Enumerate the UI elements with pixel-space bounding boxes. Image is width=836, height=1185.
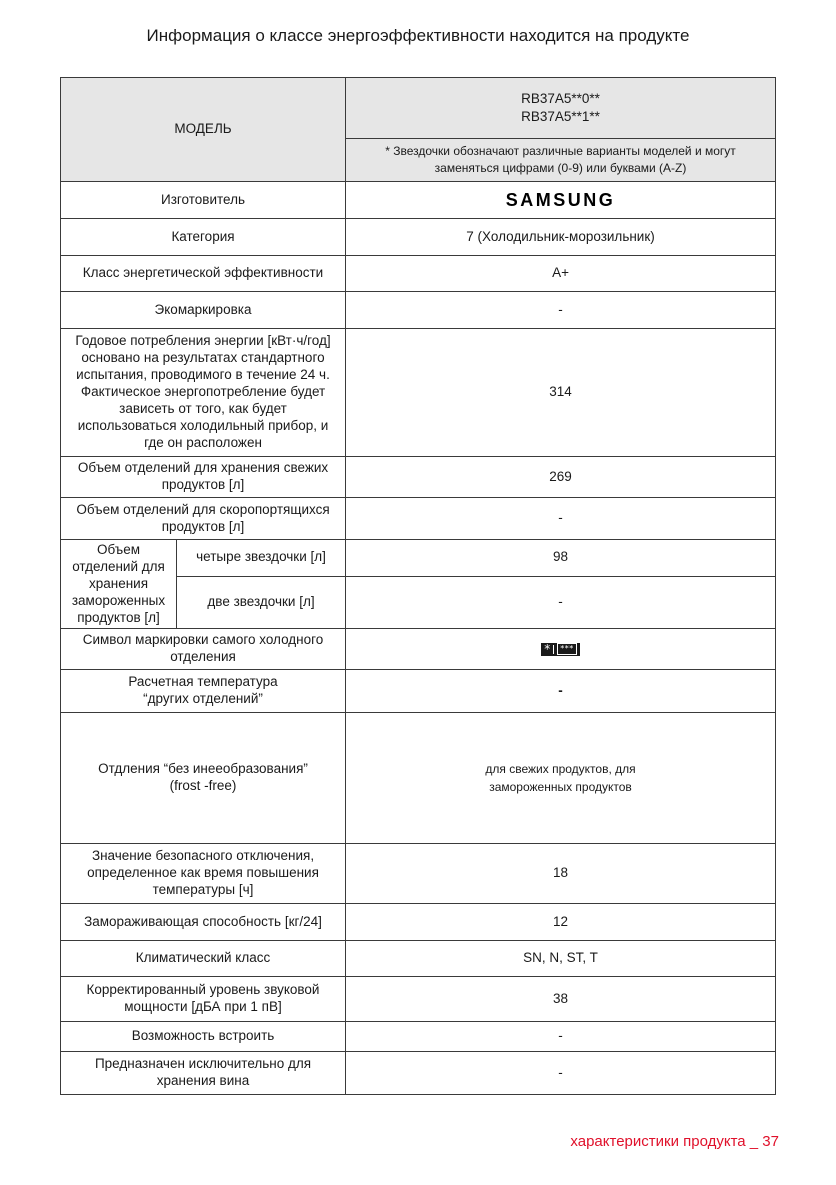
- frozen-volume-label: Объем отделений для хранения замороженных продуктов [л]: [61, 540, 177, 629]
- page-title: Информация о классе энергоэффективности находится на продукте: [146, 26, 690, 45]
- label-line: “других отделений”: [143, 691, 263, 707]
- four-star-label: четыре звездочки [л]: [177, 540, 346, 577]
- model-note: [346, 139, 776, 182]
- table-row: [61, 182, 776, 219]
- coldest-symbol-label: Символ маркировки самого холодного отделения: [61, 629, 346, 670]
- table-row: [61, 540, 776, 577]
- note-line: * Звездочки обозначают различные варианты моделей и могут: [385, 143, 736, 158]
- four-star-value: 98: [346, 540, 776, 577]
- eco-label-label: Экомаркировка: [61, 292, 346, 329]
- table-row: [61, 904, 776, 941]
- perishable-volume-value: -: [346, 498, 776, 540]
- table-row: [61, 977, 776, 1022]
- model-list: [346, 78, 776, 139]
- model-code: RB37A5**0**: [521, 90, 600, 106]
- fresh-volume-value: 269: [346, 457, 776, 498]
- table-row: [61, 1052, 776, 1095]
- value-line: для свежих продуктов, для: [485, 762, 636, 777]
- frost-free-value: [346, 713, 776, 844]
- model-code: RB37A5**1**: [521, 109, 600, 124]
- noise-value: 38: [346, 977, 776, 1022]
- annual-energy-label: Годовое потребления энергии [кВт·ч/год] основано на результатах стандартного испытания, проводимого в течение 24 ч. Фактическое энергопотребление будет зависеть от того, как будет использоваться холодильный прибор, и где он расположен: [61, 329, 346, 457]
- category-label: Категория: [61, 219, 346, 256]
- noise-label: Корректированный уровень звуковой мощности [дБА при 1 пВ]: [61, 977, 346, 1022]
- freezing-capacity-value: 12: [346, 904, 776, 941]
- two-star-value: -: [346, 576, 776, 629]
- value-line: замороженных продуктов: [489, 780, 632, 795]
- safe-off-value: 18: [346, 844, 776, 904]
- big-star: *: [544, 641, 551, 656]
- freezer-star-rating-icon: [541, 643, 580, 656]
- manufacturer-label: Изготовитель: [61, 182, 346, 219]
- small-stars: ***: [557, 643, 577, 655]
- category-value: 7 (Холодильник-морозильник): [346, 219, 776, 256]
- table-row: [61, 329, 776, 457]
- table-row: [61, 457, 776, 498]
- samsung-logo: SAMSUNG: [505, 189, 616, 210]
- coldest-symbol-value: [346, 629, 776, 670]
- label-line: (frost -free): [169, 778, 237, 794]
- safe-off-label: Значение безопасного отключения, определенное как время повышения температуры [ч]: [61, 844, 346, 904]
- wine-only-label: Предназначен исключительно для хранения вина: [61, 1052, 346, 1095]
- freezing-capacity-label: Замораживающая способность [кг/24]: [61, 904, 346, 941]
- label-line: Отдления “без инееобразования”: [98, 761, 308, 777]
- table-row: [61, 670, 776, 713]
- fresh-volume-label: Объем отделений для хранения свежих продуктов [л]: [61, 457, 346, 498]
- energy-class-label: Класс энергетической эффективности: [61, 256, 346, 292]
- table-row: [61, 941, 776, 977]
- table-row: [61, 256, 776, 292]
- table-row: [61, 713, 776, 844]
- spec-table: [60, 77, 776, 1095]
- annual-energy-value: 314: [346, 329, 776, 457]
- eco-label-value: -: [346, 292, 776, 329]
- climate-class-value: SN, N, ST, T: [346, 941, 776, 977]
- wine-only-value: -: [346, 1052, 776, 1095]
- two-star-label: две звездочки [л]: [177, 576, 346, 629]
- energy-class-value: A+: [346, 256, 776, 292]
- symbol-divider: [553, 645, 554, 654]
- perishable-volume-label: Объем отделений для скоропортящихся продуктов [л]: [61, 498, 346, 540]
- table-row: [61, 629, 776, 670]
- other-temp-value: -: [346, 670, 776, 713]
- page-footer: характеристики продукта _ 37: [570, 1133, 779, 1150]
- table-row: [61, 219, 776, 256]
- built-in-label: Возможность встроить: [61, 1022, 346, 1052]
- table-row: [61, 844, 776, 904]
- climate-class-label: Климатический класс: [61, 941, 346, 977]
- built-in-value: -: [346, 1022, 776, 1052]
- table-row: [61, 78, 776, 139]
- label-line: Расчетная температура: [128, 674, 278, 690]
- frost-free-label: [61, 713, 346, 844]
- table-row: [61, 292, 776, 329]
- note-line: заменяться цифрами (0-9) или буквами (A-Z): [434, 161, 687, 175]
- table-row: [61, 1022, 776, 1052]
- model-label: МОДЕЛЬ: [61, 78, 346, 182]
- other-temp-label: [61, 670, 346, 713]
- manufacturer-value: [346, 182, 776, 219]
- table-row: [61, 498, 776, 540]
